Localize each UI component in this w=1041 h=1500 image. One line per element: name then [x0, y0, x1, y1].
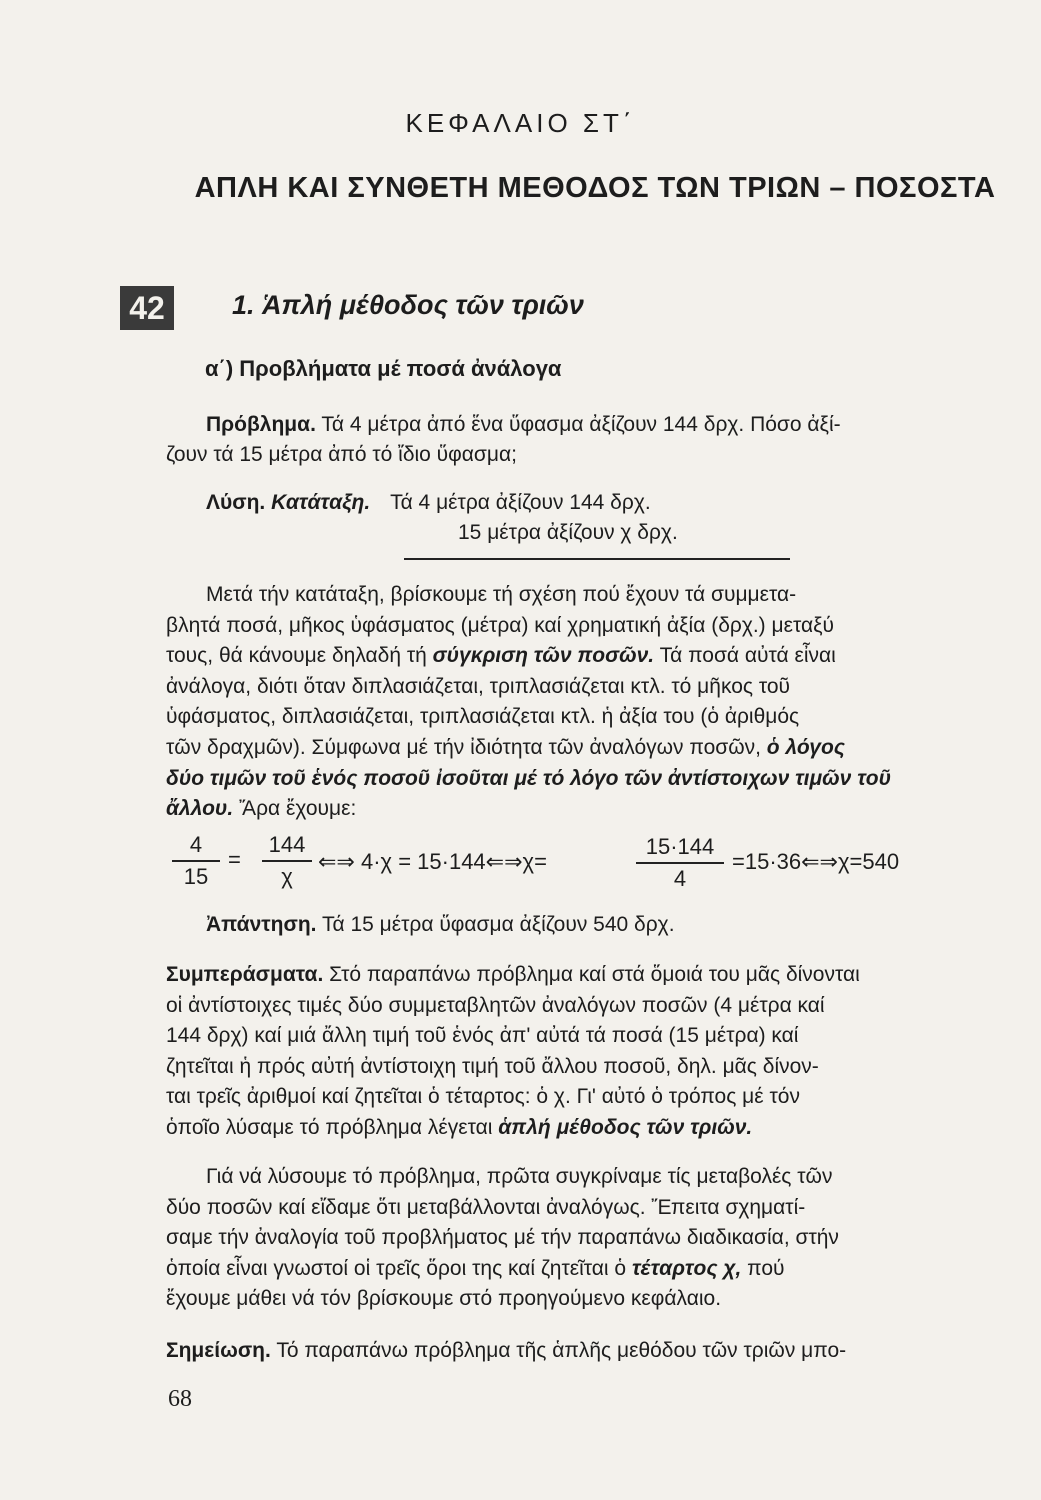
page-number: 68	[168, 1386, 192, 1412]
method-line: ἔχουμε μάθει νά τόν βρίσκουμε στό προηγούμενο κεφάλαιο.	[166, 1287, 722, 1311]
conclusions-line: ται τρεῖς ἀριθμοί καί ζητεῖται ὁ τέταρτος: ὁ χ. Γι' αὐτό ὁ τρόπος μέ τόν	[166, 1085, 800, 1109]
explanation-text: τους, θά κάνουμε δηλαδή τή	[166, 644, 427, 668]
method-line: σαμε τήν ἀναλογία τοῦ προβλήματος μέ τήν παραπάνω διαδικασία, στήν	[166, 1226, 839, 1250]
explanation-text: Τά ποσά αὐτά εἶναι	[659, 644, 836, 668]
section-title: 1. Ἁπλή μέθοδος τῶν τριῶν	[232, 290, 584, 320]
explanation-text: Ἄρα ἔχουμε:	[239, 797, 357, 821]
conclusions-line: οἱ ἀντίστοιχες τιμές δύο συμμεταβλητῶν ἀναλόγων ποσῶν (4 μέτρα καί	[166, 993, 825, 1017]
fraction-numerator: 144	[268, 832, 306, 857]
conclusions-line	[166, 960, 1014, 991]
explanation-line: βλητά ποσά, μῆκος ὑφάσματος (μέτρα) καί χρηματική ἀξία (δρχ.) μεταξύ	[166, 613, 835, 637]
method-text: πού	[747, 1256, 785, 1280]
chapter-title: ΑΠΛΗ ΚΑΙ ΣΥΝΘΕΤΗ ΜΕΘΟΔΟΣ ΤΩΝ ΤΡΙΩΝ – ΠΟΣΟΣΤΑ	[194, 172, 996, 204]
answer-line	[206, 910, 675, 940]
fraction-bar	[262, 860, 312, 862]
explanation-text: τῶν δραχμῶν). Σύμφωνα μέ τήν ἰδιότητα τῶν ἀναλόγων ποσῶν,	[166, 735, 761, 759]
section-number-badge: 42	[120, 286, 174, 330]
fraction-numerator: 4	[189, 832, 203, 857]
fraction-144-over-x	[262, 832, 312, 890]
equals-sign: =	[228, 847, 241, 872]
fraction-15x144-over-4	[636, 834, 724, 892]
solution-label: Λύση.	[206, 491, 266, 514]
conclusions-line	[166, 1113, 1014, 1144]
fraction-denominator: 15	[183, 864, 209, 889]
explanation-line	[166, 641, 1014, 672]
explanation-emphasis: ἄλλου.	[166, 797, 234, 821]
fraction-denominator: 4	[673, 866, 687, 891]
explanation-line: Μετά τήν κατάταξη, βρίσκουμε τή σχέση πού ἔχουν τά συμμετα-	[206, 583, 797, 606]
problem-text-1: Τά 4 μέτρα ἀπό ἕνα ὕφασμα ἀξίζουν 144 δρχ. Πόσο ἀξί-	[321, 413, 841, 436]
method-line: Γιά νά λύσουμε τό πρόβλημα, πρῶτα συγκρίναμε τίς μεταβολές τῶν	[206, 1165, 833, 1188]
problem-label: Πρόβλημα.	[206, 413, 316, 436]
fraction-numerator: 15·144	[645, 834, 715, 859]
conclusions-line: 144 δρχ) καί μιά ἄλλη τιμή τοῦ ἑνός ἀπ' αὐτά τά ποσά (15 μέτρα) καί	[166, 1024, 799, 1048]
arrange-label: Κατάταξη.	[271, 491, 371, 514]
conclusions-text: ὁποῖο λύσαμε τό πρόβλημα λέγεται	[166, 1115, 493, 1139]
answer-label: Ἀπάντηση.	[206, 913, 317, 936]
chapter-heading: ΚΕΦΑΛΑΙΟ ΣΤ΄	[405, 108, 636, 138]
conclusions-label: Συμπεράσματα.	[166, 963, 324, 986]
note-text: Τό παραπάνω πρόβλημα τῆς ἁπλῆς μεθόδου τῶν τριῶν μπο-	[276, 1339, 847, 1362]
arrange-rule	[404, 558, 790, 560]
conclusions-text: Στό παραπάνω πρόβλημα καί στά ὅμοιά του μᾶς δίνονται	[329, 963, 860, 986]
conclusions-emphasis: ἁπλή μέθοδος τῶν τριῶν.	[498, 1115, 753, 1139]
fraction-bar	[636, 862, 724, 864]
explanation-emphasis-line: δύο τιμῶν τοῦ ἑνός ποσοῦ ἰσοῦται μέ τό λόγο τῶν ἀντίστοιχων τιμῶν τοῦ	[166, 766, 892, 790]
explanation-paragraph	[166, 580, 1014, 825]
explanation-emphasis: σύγκριση τῶν ποσῶν.	[432, 644, 655, 668]
note-line	[166, 1336, 846, 1366]
method-line: δύο ποσῶν καί εἴδαμε ὅτι μεταβάλλονται ἀναλόγως. Ἔπειτα σχηματί-	[166, 1195, 806, 1219]
arrange-row-2: 15 μέτρα ἀξίζουν χ δρχ.	[458, 521, 678, 544]
explanation-line: ἀνάλογα, διότι ὅταν διπλασιάζεται, τριπλασιάζεται κτλ. τό μῆκος τοῦ	[166, 674, 791, 698]
fraction-denominator: χ	[281, 864, 293, 889]
equation-middle: ⇐⇒ 4·χ = 15·144⇐⇒χ=	[318, 849, 547, 874]
explanation-emphasis: ὁ λόγος	[766, 735, 845, 759]
method-emphasis: τέταρτος χ,	[631, 1256, 742, 1280]
answer-text: Τά 15 μέτρα ὕφασμα ἀξίζουν 540 δρχ.	[321, 913, 675, 936]
note-label: Σημείωση.	[166, 1339, 271, 1362]
explanation-line: ὑφάσματος, διπλασιάζεται, τριπλασιάζεται κτλ. ἡ ἀξία του (ὁ ἀριθμός	[166, 705, 800, 729]
explanation-line	[166, 733, 1014, 764]
conclusions-line: ζητεῖται ἡ πρός αὐτή ἀντίστοιχη τιμή τοῦ ἄλλου ποσοῦ, δηλ. μᾶς δίνον-	[166, 1054, 819, 1078]
equation-tail: =15·36⇐⇒χ=540	[732, 849, 900, 874]
fraction-4-over-15	[172, 832, 220, 890]
conclusions-paragraph	[166, 960, 1014, 1144]
method-text: ὁποία εἶναι γνωστοί οἱ τρεῖς ὅροι της καί ζητεῖται ὁ	[166, 1256, 627, 1280]
arrange-row-1: Τά 4 μέτρα ἀξίζουν 144 δρχ.	[390, 491, 651, 514]
method-line	[166, 1254, 1014, 1285]
problem-line-1	[206, 410, 841, 440]
subsection-title: α΄) Προβλήματα μέ ποσά ἀνάλογα	[205, 356, 562, 381]
fraction-bar	[172, 860, 220, 862]
solution-line-1	[206, 488, 651, 518]
problem-line-2: ζουν τά 15 μέτρα ἀπό τό ἴδιο ὕφασμα;	[166, 443, 517, 466]
method-paragraph	[166, 1162, 1014, 1315]
explanation-line	[166, 794, 1014, 825]
